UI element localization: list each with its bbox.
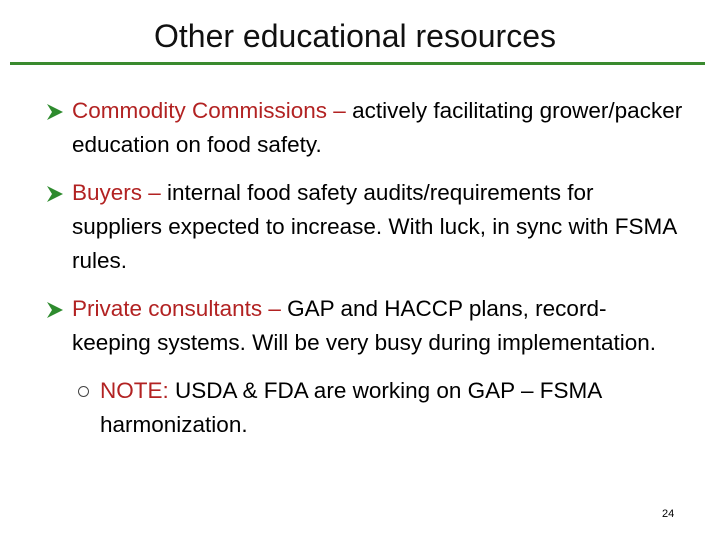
bullet-item-buyers [44, 176, 684, 278]
bullet-list [44, 94, 684, 442]
bullet-text: GAP and HACCP plans, record-keeping systems. Will be very busy during implementation. [72, 296, 657, 355]
bullet-term: Buyers – [72, 180, 161, 205]
sub-bullet-text: USDA & FDA are working on GAP – FSMA harmonization. [100, 378, 602, 437]
arrow-bullet-icon [46, 185, 64, 203]
sub-bullet-term: NOTE: [100, 378, 169, 403]
title-divider [10, 62, 705, 65]
bullet-item-commodity-commissions [44, 94, 684, 162]
circle-bullet-icon [78, 386, 89, 397]
page-number: 24 [662, 508, 675, 520]
arrow-bullet-icon [46, 301, 64, 319]
bullet-text: internal food safety audits/requirements for suppliers expected to increase. With luck, in sync with FSMA rules. [72, 180, 676, 273]
sub-bullet-note [68, 374, 684, 442]
bullet-text: actively facilitating grower/packer education on food safety. [72, 98, 683, 157]
slide-title: Other educational resources [154, 18, 556, 54]
bullet-term: Private consultants – [72, 296, 281, 321]
bullet-term: Commodity Commissions – [72, 98, 346, 123]
bullet-item-private-consultants [44, 292, 684, 360]
arrow-bullet-icon [46, 103, 64, 121]
